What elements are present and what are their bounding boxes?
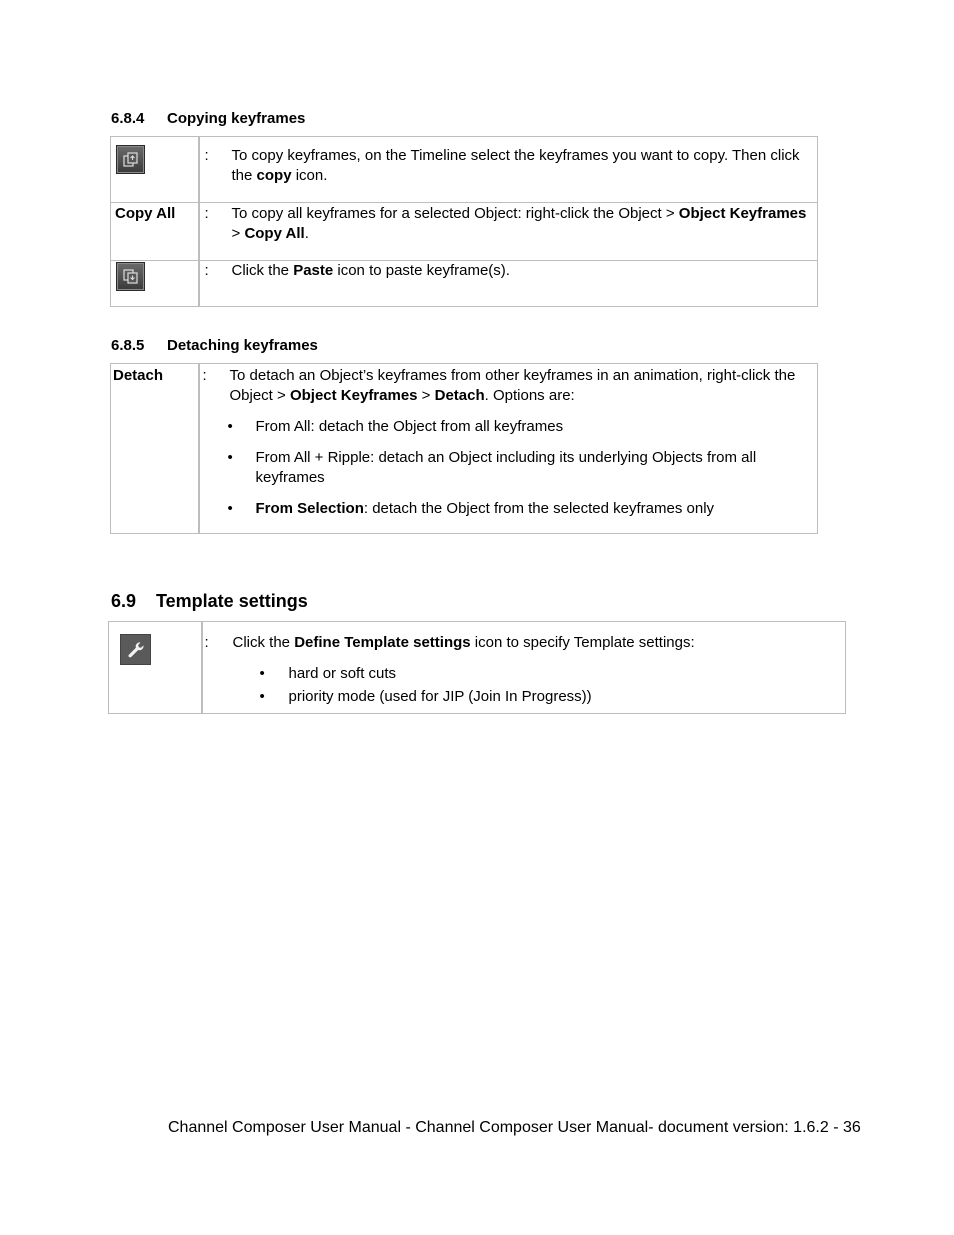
colon: : <box>204 205 209 222</box>
list-item <box>200 499 810 519</box>
template-options-list <box>203 664 846 707</box>
table-row <box>111 364 818 534</box>
bullet: • <box>227 500 233 517</box>
template-settings-table <box>108 621 846 714</box>
text: To copy all keyframes for a selected Object: right-click the Object > <box>231 205 679 222</box>
text: : detach the Object from the selected keyframes only <box>363 500 715 517</box>
bold-text: Copy All <box>244 225 305 242</box>
text: . Options are: <box>484 387 575 404</box>
bullet: • <box>227 418 233 435</box>
text: To detach an Object’s keyframes from other keyframes in an animation, right-click the Object > <box>229 367 796 404</box>
page-footer: Channel Composer User Manual - Channel Composer User Manual- document version: 1.6.2 - 36 <box>168 1119 861 1136</box>
text: icon. <box>291 167 328 184</box>
text: From All + Ripple: detach an Object including its underlying Objects from all keyframes <box>255 449 757 486</box>
bold-text: Object Keyframes <box>289 387 418 404</box>
copy-keyframes-table <box>110 136 818 307</box>
bold-text: Define Template settings <box>294 634 471 651</box>
colon: : <box>202 367 207 384</box>
text: > <box>231 225 245 242</box>
text: priority mode (used for JIP (Join In Progress)) <box>288 688 592 705</box>
section-number: 6.8.4 <box>111 110 145 127</box>
bold-text: Detach <box>434 387 485 404</box>
detach-description <box>200 366 818 406</box>
text: icon to specify Template settings: <box>470 634 695 651</box>
copy-all-label: Copy All <box>115 205 176 222</box>
bold-text: copy <box>256 167 292 184</box>
bullet: • <box>227 449 233 466</box>
detach-options-list <box>200 417 818 519</box>
section-heading-detaching <box>111 337 318 354</box>
list-item <box>203 664 846 684</box>
text: hard or soft cuts <box>288 665 397 682</box>
colon: : <box>204 262 209 279</box>
bold-text: From Selection <box>255 500 364 517</box>
section-title: Copying keyframes <box>167 110 306 127</box>
template-description <box>203 633 846 653</box>
section-title: Detaching keyframes <box>167 337 318 354</box>
section-heading-template <box>111 591 308 612</box>
table-row <box>111 137 818 203</box>
detach-label: Detach <box>113 367 164 384</box>
section-heading-copying <box>111 110 305 127</box>
bold-text: Object Keyframes <box>678 205 807 222</box>
detach-keyframes-table <box>110 363 818 534</box>
text: icon to paste keyframe(s). <box>333 262 510 279</box>
table-row <box>111 203 818 261</box>
paste-icon <box>116 262 145 291</box>
section-number: 6.8.5 <box>111 337 145 354</box>
text: To copy keyframes, on the Timeline select the keyframes you want to copy. Then click the <box>231 147 800 184</box>
text: Click the <box>232 634 295 651</box>
bold-text: Paste <box>293 262 334 279</box>
copy-icon <box>116 145 145 174</box>
list-item <box>203 687 846 707</box>
table-row <box>109 622 846 714</box>
bullet: • <box>259 665 265 682</box>
section-number: 6.9 <box>111 591 137 611</box>
text: . <box>304 225 309 242</box>
table-row <box>111 261 818 307</box>
copy-description <box>200 146 818 186</box>
text: Click the <box>231 262 294 279</box>
wrench-icon <box>120 634 151 665</box>
text: > <box>417 387 435 404</box>
copy-all-description <box>200 204 818 244</box>
colon: : <box>204 634 209 651</box>
bullet: • <box>259 688 265 705</box>
list-item <box>200 448 810 488</box>
paste-description <box>200 261 818 281</box>
colon: : <box>204 147 209 164</box>
section-title: Template settings <box>156 591 308 611</box>
list-item <box>200 417 810 437</box>
text: From All: detach the Object from all keyframes <box>255 418 564 435</box>
